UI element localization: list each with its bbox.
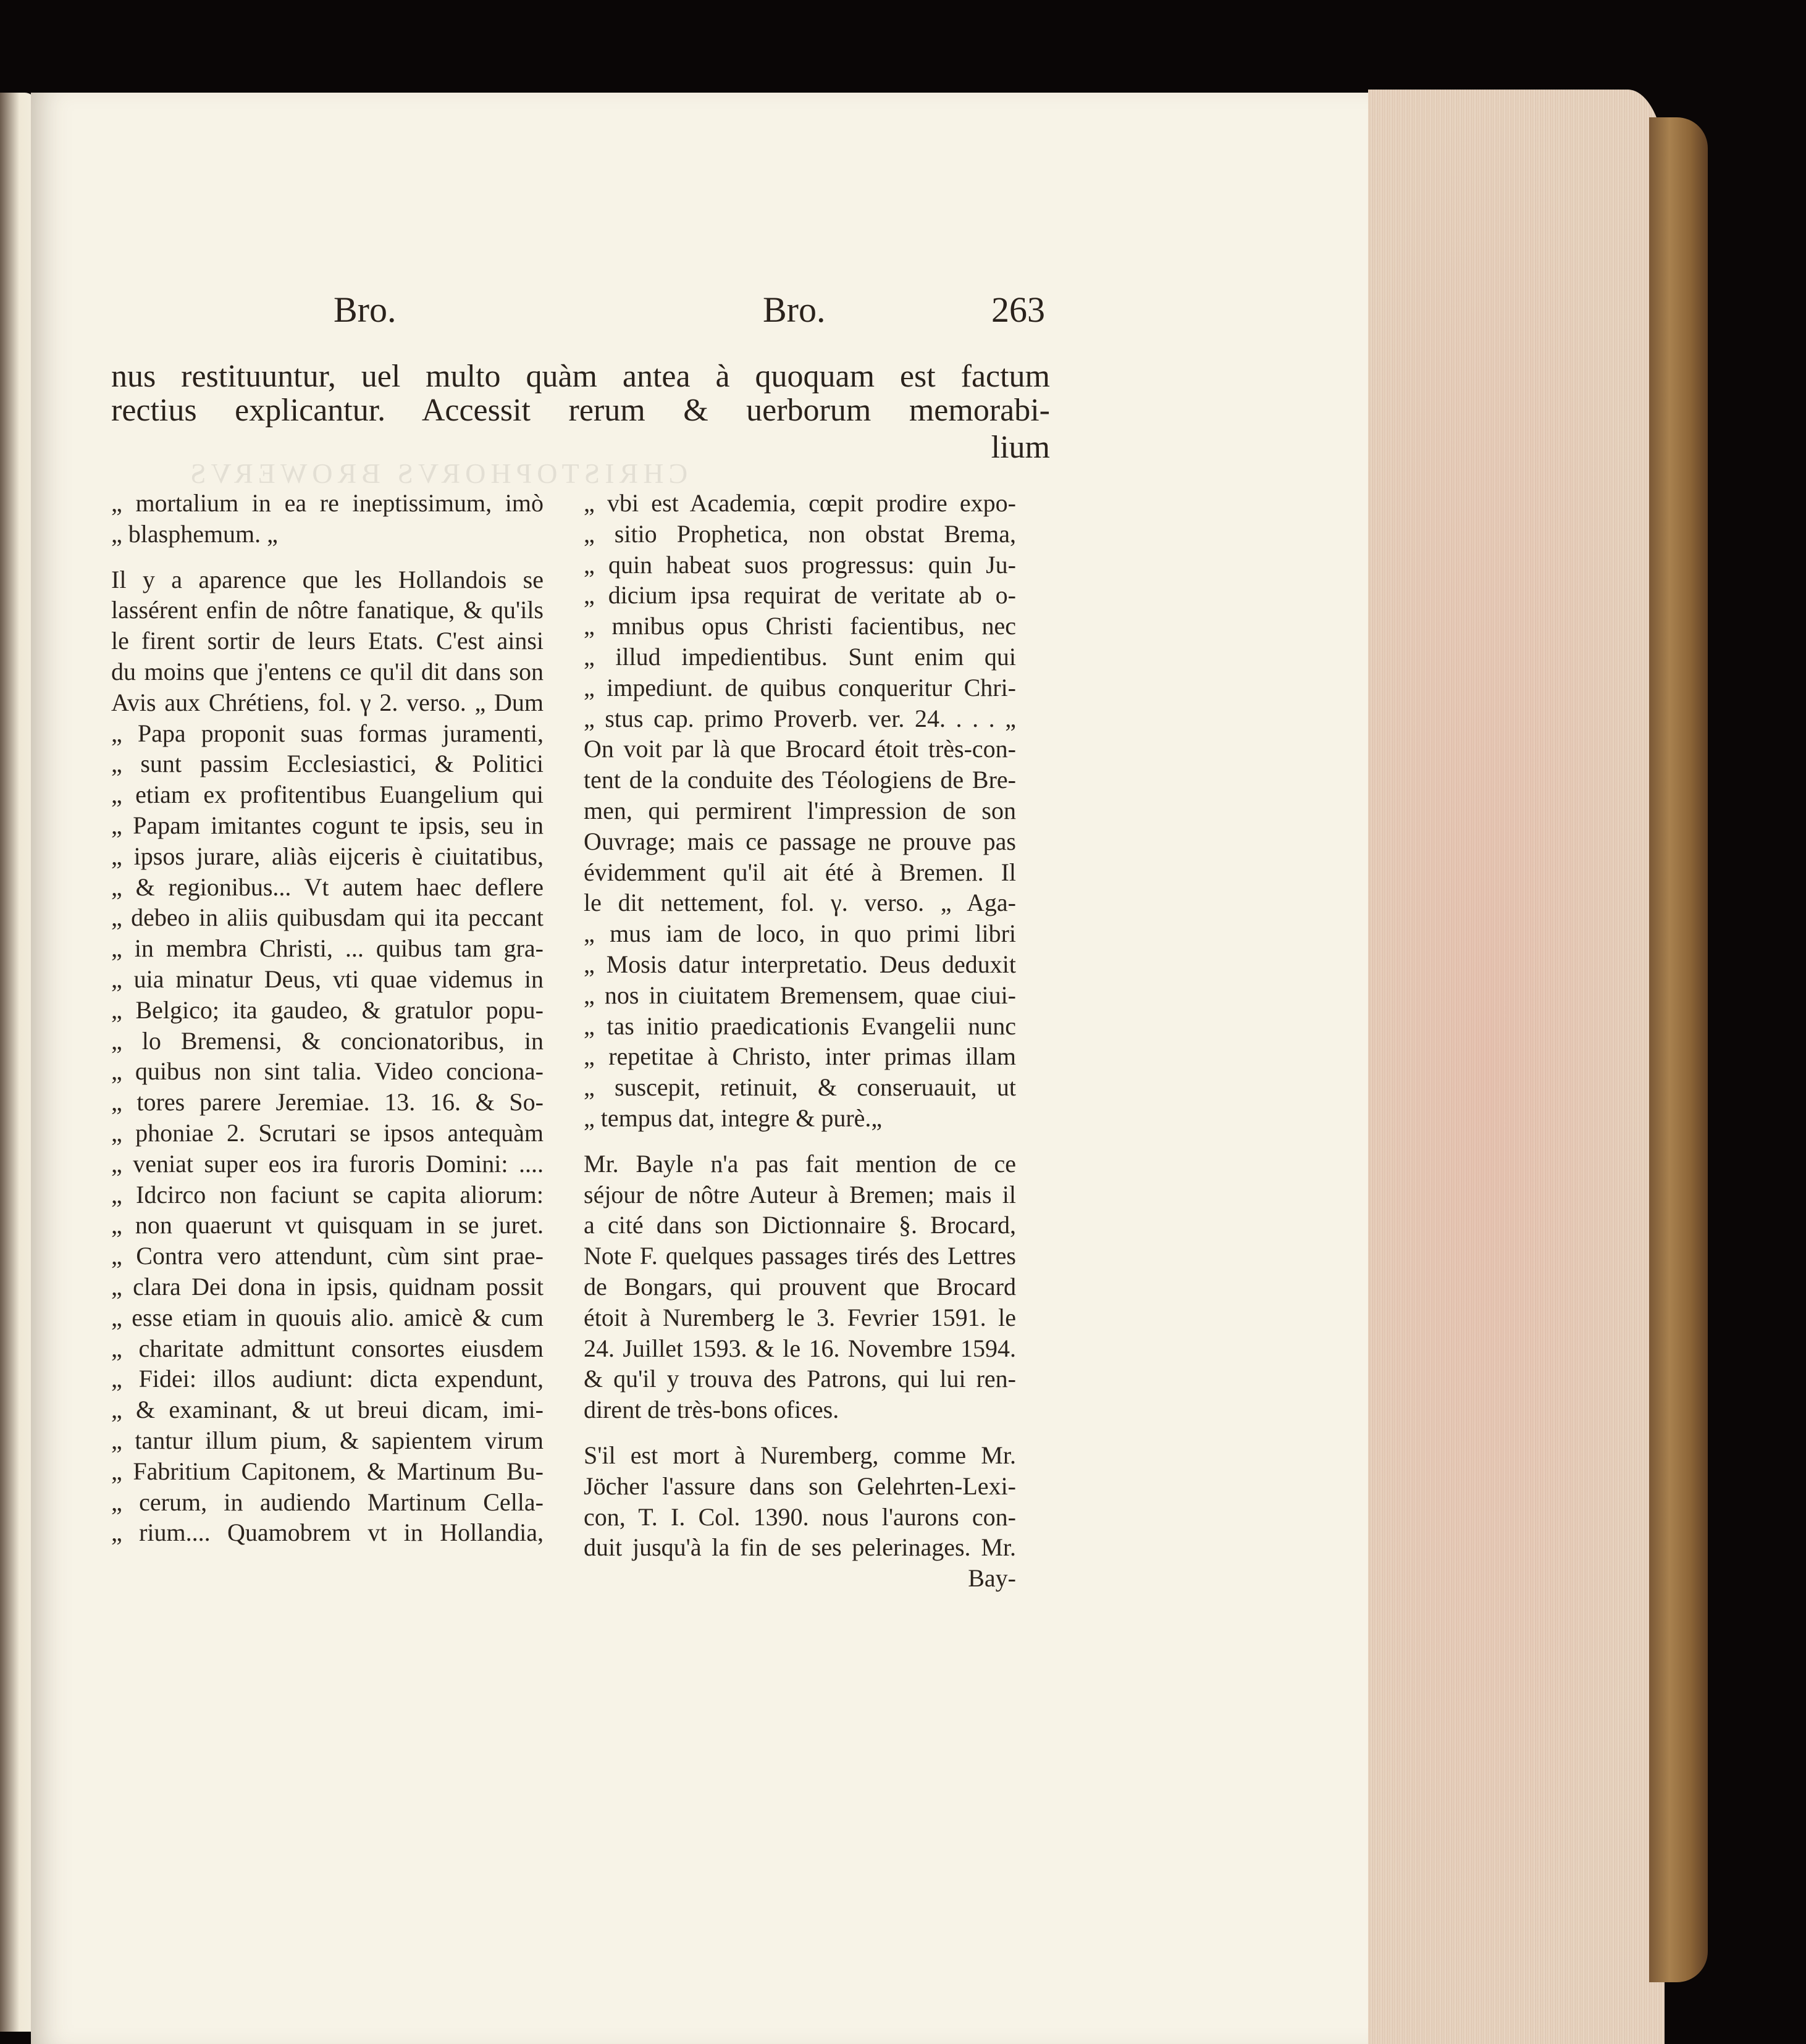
text-line: men, qui permirent l'impression de son [584, 796, 1016, 824]
text-line: „ phoniae 2. Scrutari se ipsos antequàm [111, 1118, 544, 1147]
text-line: le dit nettement, fol. γ. verso. „ Aga- [584, 889, 1016, 917]
text-line: „ etiam ex profitentibus Euangelium qui [111, 781, 544, 809]
text-line: „ tantur illum pium, & sapientem virum [111, 1426, 544, 1454]
text-line: „ Papa proponit suas formas juramenti, [111, 719, 544, 747]
text-line: „ dicium ipsa requirat de veritate ab o- [584, 581, 1016, 609]
text-line: Avis aux Chrétiens, fol. γ 2. verso. „ Dum [111, 688, 544, 716]
text-line: „ sunt passim Ecclesiastici, & Politici [111, 750, 544, 778]
text-line: „ quibus non sint talia. Video conciona- [111, 1057, 544, 1086]
text-line: „ repetitae à Christo, inter primas illam [584, 1042, 1016, 1071]
text-line: „ Fabritium Capitonem, & Martinum Bu- [111, 1457, 544, 1485]
running-head-left: Bro. [334, 290, 397, 330]
text-line: „ sitio Prophetica, non obstat Brema, [584, 519, 1016, 548]
text-line: On voit par là que Brocard étoit très-con- [584, 735, 1016, 763]
full-width-line-1: nus restituuntur, uel multo quàm antea à quoquam est factum [111, 359, 1050, 394]
text-line: „ tores parere Jeremiae. 13. 16. & So- [111, 1088, 544, 1116]
text-line: „ cerum, in audiendo Martinum Cella- [111, 1488, 544, 1516]
text-line: a cité dans son Dictionnaire §. Brocard, [584, 1211, 1016, 1239]
text-line: „ vbi est Academia, cœpit prodire expo- [584, 489, 1016, 517]
text-line: „ mus iam de loco, in quo primi libri [584, 919, 1016, 948]
show-through-text: CHRISTOPHORVS BROWERVS [185, 458, 688, 489]
text-line: con, T. I. Col. 1390. nous l'aurons con- [584, 1502, 1016, 1531]
text-line: Jöcher l'assure dans son Gelehrten-Lexi- [584, 1472, 1016, 1500]
text-line: „ Idcirco non faciunt se capita aliorum: [111, 1180, 544, 1208]
text-line: tent de la conduite des Téologiens de Bre- [584, 766, 1016, 794]
text-line: „ non quaerunt vt quisquam in se juret. [111, 1211, 544, 1239]
running-head-right: Bro. [763, 290, 826, 330]
text-line: „ rium.... Quamobrem vt in Hollandia, [111, 1518, 544, 1547]
text-line: & qu'il y trouva des Patrons, qui lui ren- [584, 1365, 1016, 1393]
page-number: 263 [991, 290, 1045, 330]
text-line: duit jusqu'à la fin de ses pelerinages. Mr. [584, 1533, 1016, 1562]
text-line: „ impediunt. de quibus conqueritur Chri- [584, 673, 1016, 702]
text-line: „ Contra vero attendunt, cùm sint prae- [111, 1242, 544, 1270]
text-line: Ouvrage; mais ce passage ne prouve pas [584, 827, 1016, 855]
right-text-column [584, 488, 1016, 1594]
text-line: „ blasphemum. „ [111, 519, 278, 548]
text-line: 24. Juillet 1593. & le 16. Novembre 1594. [584, 1334, 1016, 1362]
text-line: le firent sortir de leurs Etats. C'est ainsi [111, 627, 544, 655]
text-line: „ debeo in aliis quibusdam qui ita peccant [111, 903, 544, 932]
text-line: „ illud impedientibus. Sunt enim qui [584, 642, 1016, 671]
text-line: de Bongars, qui prouvent que Brocard [584, 1272, 1016, 1301]
text-line: „ in membra Christi, ... quibus tam gra- [111, 934, 544, 963]
text-line: étoit à Nuremberg le 3. Fevrier 1591. le [584, 1303, 1016, 1331]
leather-cover-edge [1649, 117, 1708, 1982]
text-line: du moins que j'entens ce qu'il dit dans son [111, 657, 544, 685]
text-line: „ tas initio praedicationis Evangelii nunc [584, 1012, 1016, 1040]
text-line: „ veniat super eos ira furoris Domini: .... [111, 1149, 544, 1178]
text-line: „ Belgico; ita gaudeo, & gratulor popu- [111, 995, 544, 1024]
text-line: Note F. quelques passages tirés des Lettres [584, 1242, 1016, 1270]
text-line: „ mnibus opus Christi facientibus, nec [584, 612, 1016, 640]
page-block-edge [1368, 90, 1665, 2044]
text-line: „ esse etiam in quouis alio. amicè & cum [111, 1303, 544, 1331]
text-line: „ Mosis datur interpretatio. Deus deduxit [584, 950, 1016, 978]
text-line: Mr. Bayle n'a pas fait mention de ce [584, 1149, 1016, 1178]
text-line: „ charitate admittunt consortes eiusdem [111, 1334, 544, 1362]
text-line: „ nos in ciuitatem Bremensem, quae ciui- [584, 981, 1016, 1009]
full-width-line-2: rectius explicantur. Accessit rerum & uerborum memorabi- [111, 393, 1050, 428]
text-line: „ mortalium in ea re ineptissimum, imò [111, 489, 544, 517]
text-line: dirent de très-bons ofices. [584, 1396, 839, 1424]
text-line: „ quin habeat suos progressus: quin Ju- [584, 550, 1016, 579]
text-line: lassérent enfin de nôtre fanatique, & qu'ils [111, 596, 544, 624]
text-line: „ & regionibus... Vt autem haec deflere [111, 873, 544, 901]
text-line: „ ipsos jurare, aliàs eijceris è ciuitatibus, [111, 842, 544, 870]
text-line: Il y a aparence que les Hollandois se [111, 565, 544, 593]
text-line: „ lo Bremensi, & concionatoribus, in [111, 1026, 544, 1055]
catchword: Bay- [968, 1564, 1016, 1593]
text-line: S'il est mort à Nuremberg, comme Mr. [584, 1441, 1016, 1469]
text-line: „ uia minatur Deus, vti quae videmus in [111, 965, 544, 993]
text-line: séjour de nôtre Auteur à Bremen; mais il [584, 1180, 1016, 1208]
left-text-column [111, 488, 544, 1548]
text-line: „ Papam imitantes cogunt te ipsis, seu in [111, 811, 544, 839]
text-line: „ stus cap. primo Proverb. ver. 24. . . . „ [584, 704, 1016, 732]
full-width-line-3: lium [991, 430, 1050, 465]
text-line: évidemment qu'il ait été à Bremen. Il [584, 858, 1016, 886]
text-line: „ clara Dei dona in ipsis, quidnam possit [111, 1272, 544, 1301]
text-line: „ Fidei: illos audiunt: dicta expendunt, [111, 1365, 544, 1393]
text-line: „ & examinant, & ut breui dicam, imi- [111, 1396, 544, 1424]
text-line: „ tempus dat, integre & purè.„ [584, 1104, 883, 1132]
text-line: „ suscepit, retinuit, & conseruauit, ut [584, 1073, 1016, 1102]
